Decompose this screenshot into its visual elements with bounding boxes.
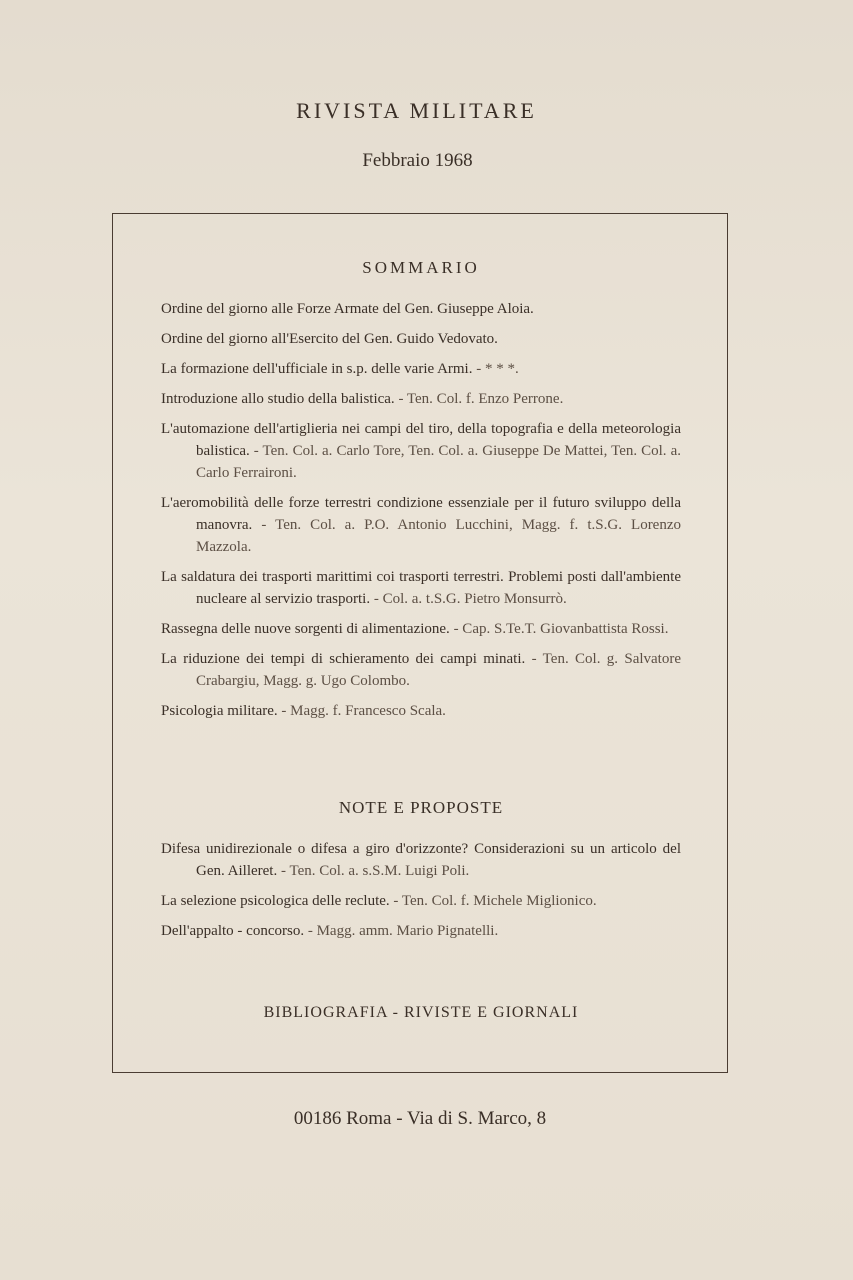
entry-title: La selezione psicologica delle reclute.: [161, 893, 390, 909]
entry-title: Psicologia militare.: [161, 703, 278, 719]
entry-author: - Ten. Col. f. Enzo Perrone.: [398, 391, 564, 407]
entry-title: Introduzione allo studio della balistica.: [161, 391, 395, 407]
toc-entry: [161, 700, 681, 722]
entry-title: L'automazione dell'artiglieria nei campi del tiro, della topografia e della meteorologia balistica.: [161, 421, 681, 459]
bibliografia-heading: BIBLIOGRAFIA - RIVISTE E GIORNALI: [263, 1004, 579, 1021]
toc-entry: [161, 492, 681, 558]
toc-entry: [161, 358, 681, 380]
entry-title: La saldatura dei trasporti marittimi coi trasporti terrestri. Problemi posti dall'ambiente nucleare al servizio trasporti.: [161, 569, 681, 607]
entry-author: - Ten. Col. a. P.O. Antonio Lucchini, Magg. f. t.S.G. Lorenzo Mazzola.: [196, 517, 681, 555]
entry-title: La formazione dell'ufficiale in s.p. delle varie Armi.: [161, 361, 473, 377]
entry-author: - Ten. Col. f. Michele Miglionico.: [393, 893, 597, 909]
toc-entry: [161, 566, 681, 610]
entry-title: Dell'appalto - concorso.: [161, 923, 305, 939]
entry-title: L'aeromobilità delle forze terrestri condizione essenziale per il futuro sviluppo della manovra.: [161, 495, 681, 533]
entry-author: - Ten. Col. a. s.S.M. Luigi Poli.: [280, 863, 470, 879]
entry-title: Ordine del giorno all'Esercito del Gen. Guido Vedovato.: [161, 331, 498, 347]
toc-entry: [161, 388, 681, 410]
toc-entry: [161, 418, 681, 484]
sommario-heading: SOMMARIO: [362, 258, 480, 277]
note-list: [161, 838, 681, 942]
journal-title: RIVISTA MILITARE: [296, 98, 537, 123]
toc-entry: [161, 920, 681, 942]
entry-author: - Ten. Col. a. Carlo Tore, Ten. Col. a. Giuseppe De Mattei, Ten. Col. a. Carlo Ferraironi.: [196, 443, 681, 481]
toc-entry: [161, 648, 681, 692]
toc-entry: [161, 328, 681, 350]
entry-title: La riduzione dei tempi di schieramento dei campi minati.: [161, 651, 526, 667]
toc-entry: [161, 838, 681, 882]
entry-author: - Magg. amm. Mario Pignatelli.: [307, 923, 499, 939]
entry-title: Rassegna delle nuove sorgenti di alimentazione.: [161, 621, 450, 637]
entry-title: Ordine del giorno alle Forze Armate del Gen. Giuseppe Aloia.: [161, 301, 534, 317]
note-proposte-heading: NOTE E PROPOSTE: [338, 798, 504, 817]
sommario-list: [161, 298, 681, 722]
toc-entry: [161, 890, 681, 912]
publisher-address: 00186 Roma - Via di S. Marco, 8: [293, 1108, 547, 1129]
entry-author: - Cap. S.Te.T. Giovanbattista Rossi.: [453, 621, 669, 637]
toc-entry: [161, 298, 681, 320]
contents-frame: [112, 213, 728, 1073]
toc-entry: [161, 618, 681, 640]
entry-author: - Col. a. t.S.G. Pietro Monsurrò.: [373, 591, 567, 607]
entry-author: - Ten. Col. g. Salvatore Crabargiu, Magg. g. Ugo Colombo.: [196, 651, 682, 689]
entry-title: Difesa unidirezionale o difesa a giro d'orizzonte? Considerazioni su un articolo del Gen. Ailleret.: [161, 841, 681, 879]
issue-date: Febbraio 1968: [362, 150, 473, 171]
entry-author: - * * *.: [476, 361, 519, 377]
entry-author: - Magg. f. Francesco Scala.: [281, 703, 446, 719]
